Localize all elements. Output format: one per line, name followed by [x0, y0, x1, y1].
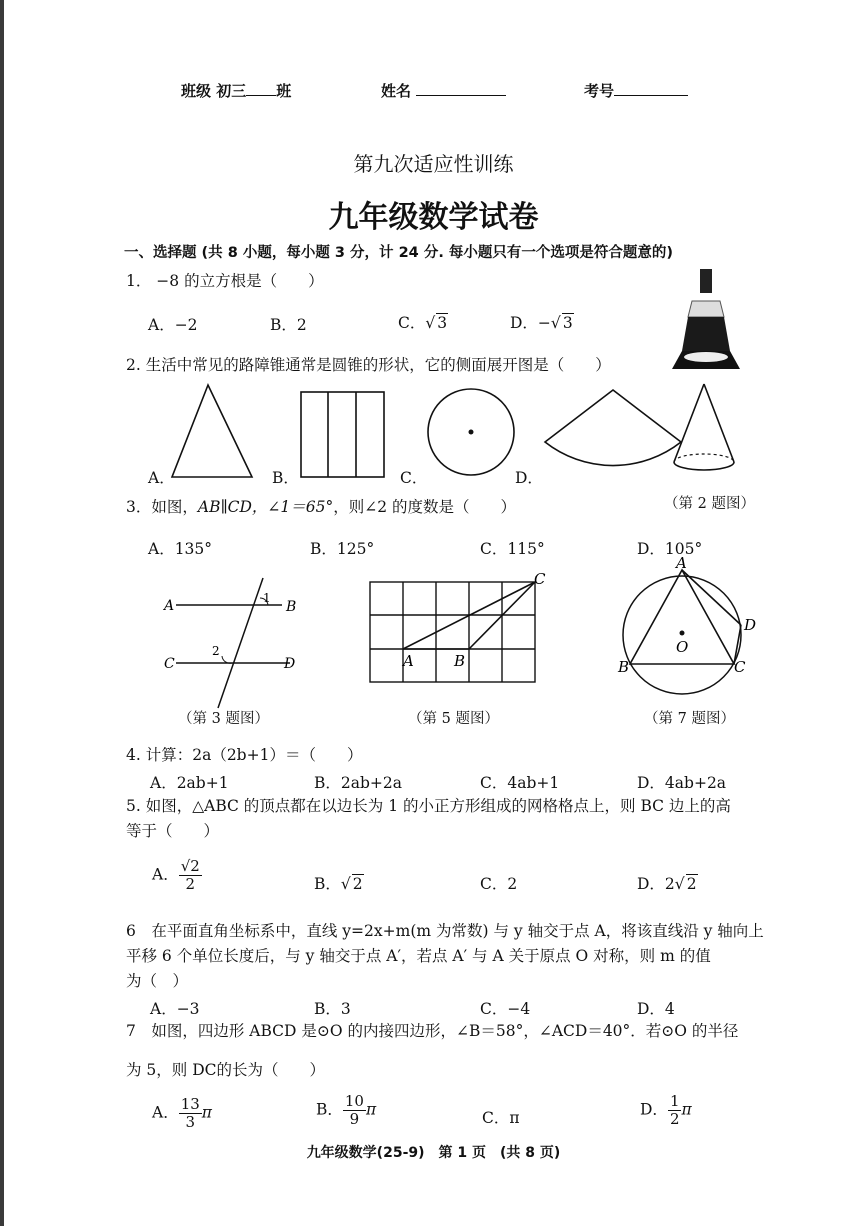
class-label: 班级: [181, 82, 212, 100]
q3-label-1: 1: [263, 591, 271, 605]
q2-sector: [545, 390, 681, 466]
q2-cone: [674, 384, 734, 470]
q5-label-c: C: [534, 570, 546, 588]
q3-figure: [160, 570, 310, 710]
q7-label-o: O: [676, 638, 689, 656]
class-blank[interactable]: [246, 81, 276, 96]
q7-label-c: C: [734, 658, 746, 676]
q2-option-b[interactable]: B．: [272, 469, 299, 487]
q5-label-a: A: [403, 652, 414, 670]
q2-rectangle: [301, 392, 384, 477]
q1-option-b[interactable]: B．2: [270, 316, 307, 334]
exam-number-label: 考号: [584, 82, 615, 100]
q1-option-a[interactable]: A．−2: [148, 316, 198, 334]
q4-option-c[interactable]: C．4ab+1: [480, 774, 560, 792]
q2-option-d[interactable]: D．: [515, 469, 543, 487]
q5-d-value: 2: [686, 875, 697, 893]
q6-option-c[interactable]: C．−4: [480, 1000, 531, 1018]
q4-option-b[interactable]: B．2ab+2a: [314, 774, 403, 792]
q5-a-fraction: [179, 858, 202, 893]
question-6-line-2: 平移 6 个单位长度后，与 y 轴交于点 A′，若点 A′ 与 A 关于原点 O 对称，则 m 的值: [126, 947, 711, 965]
q3-label-2: 2: [212, 644, 220, 658]
q3-label-d: D: [284, 656, 296, 672]
q7-option-a[interactable]: [152, 1096, 212, 1131]
q7-d-fraction: [668, 1093, 682, 1128]
page-edge: [0, 0, 4, 1226]
q2-triangle: [172, 385, 252, 477]
q5-label-b: B: [454, 652, 466, 670]
q1-d-value: 3: [562, 314, 573, 332]
question-5-line-2: 等于（ ）: [126, 822, 220, 840]
q6-option-a[interactable]: A．−3: [150, 1000, 200, 1018]
question-6-line-1: 6 在平面直角坐标系中，直线 y=2x+m(m 为常数) 与 y 轴交于点 A，将该直线沿 y 轴向上: [126, 922, 764, 940]
q7-option-d[interactable]: [640, 1093, 692, 1128]
q5-a-label: A．: [152, 865, 179, 884]
q3-label-a: A: [164, 598, 175, 614]
q7-a-pi: π: [201, 1103, 212, 1122]
q2-figures: [140, 380, 860, 490]
q3-option-d[interactable]: D．105°: [637, 540, 703, 558]
question-2-stem: 2. 生活中常见的路障锥通常是圆锥的形状，它的侧面展开图是（ ）: [126, 356, 611, 374]
exam-subtitle: 第九次适应性训练: [353, 152, 514, 176]
q7-d-pi: π: [681, 1100, 692, 1119]
name-label: 姓名: [381, 82, 412, 100]
q7-figure: [612, 552, 772, 702]
q4-option-a[interactable]: A．2ab+1: [150, 774, 229, 792]
q3-label-b: B: [286, 599, 297, 615]
q5-b-label: B．: [314, 875, 341, 893]
name-blank[interactable]: [416, 81, 506, 96]
q3-label-c: C: [164, 656, 175, 672]
q5-option-a[interactable]: [152, 858, 202, 893]
q7-d-denominator: 2: [669, 1110, 680, 1128]
class-value: 初三: [216, 82, 247, 100]
q5-option-c[interactable]: C．2: [480, 875, 518, 893]
q1-d-label: D．−: [510, 314, 551, 332]
q5-option-b[interactable]: B．√ 2: [314, 875, 363, 893]
q7-b-denominator: 9: [349, 1110, 360, 1128]
q7-d-label: D．: [640, 1100, 668, 1119]
q3-stem-post: ，则∠2 的度数是（ ）: [333, 498, 517, 516]
question-1-stem: 1． −8 的立方根是（ ）: [126, 272, 324, 290]
class-field: [181, 80, 291, 101]
q7-d-numerator: 1: [669, 1092, 680, 1110]
q7-label-b: B: [618, 658, 630, 676]
q5-option-d[interactable]: D．2√ 2: [637, 875, 697, 893]
q7-caption: （第 7 题图）: [644, 711, 735, 727]
name-field: [381, 80, 506, 101]
q5-caption: （第 5 题图）: [408, 711, 499, 727]
question-6-line-3: 为（ ）: [126, 972, 189, 990]
q3-option-c[interactable]: C．115°: [480, 540, 545, 558]
page-footer: 九年级数学(25-9) 第 1 页 (共 8 页): [306, 1145, 561, 1161]
q5-figure: [360, 570, 560, 690]
q1-c-value: 3: [437, 314, 448, 332]
q7-a-denominator: 3: [185, 1113, 196, 1131]
question-5-line-1: 5. 如图，△ABC 的顶点都在以边长为 1 的小正方形组成的网格格点上，则 BC 边上的高: [126, 797, 731, 815]
q3-option-b[interactable]: B．125°: [310, 540, 375, 558]
exam-title: 九年级数学试卷: [328, 200, 539, 235]
q5-a-numerator: √2: [180, 857, 200, 875]
q7-b-fraction: [343, 1093, 366, 1128]
q7-a-label: A．: [152, 1103, 179, 1122]
q1-option-d[interactable]: D．−√ 3: [510, 314, 573, 332]
q7-label-d: D: [744, 616, 757, 634]
q7-label-a: A: [676, 554, 687, 572]
q7-b-label: B．: [316, 1100, 343, 1119]
q7-option-b[interactable]: [316, 1093, 376, 1128]
q3-option-a[interactable]: A．135°: [148, 540, 213, 558]
question-7-line-2: 为 5，则 DC的长为（ ）: [126, 1061, 326, 1079]
exam-number-blank[interactable]: [614, 81, 688, 96]
q5-d-label: D．2: [637, 875, 675, 893]
q7-a-fraction: [179, 1096, 202, 1131]
q7-b-numerator: 10: [344, 1092, 364, 1110]
q3-caption: （第 3 题图）: [178, 711, 269, 727]
exam-number-field: [584, 80, 688, 101]
q6-option-d[interactable]: D．4: [637, 1000, 675, 1018]
question-3-stem: [126, 497, 516, 517]
q2-option-c[interactable]: C．: [400, 469, 428, 487]
q6-option-b[interactable]: B．3: [314, 1000, 351, 1018]
q4-option-d[interactable]: D．4ab+2a: [637, 774, 727, 792]
traffic-cone-image: [670, 265, 742, 377]
question-7-line-1: 7 如图，四边形 ABCD 是⊙O 的内接四边形，∠B＝58°，∠ACD＝40°．若⊙O 的半径: [126, 1022, 739, 1040]
q3-stem-math: AB∥CD，∠1＝65°: [197, 498, 334, 516]
q5-a-denominator: 2: [185, 875, 196, 893]
q7-b-pi: π: [365, 1100, 377, 1119]
section-heading: 一、选择题 (共 8 小题，每小题 3 分，计 24 分. 每小题只有一个选项是符合题意的): [124, 245, 674, 261]
q2-option-a[interactable]: A．: [148, 469, 175, 487]
class-suffix: 班: [276, 82, 292, 100]
q2-caption: （第 2 题图）: [664, 496, 755, 512]
q1-option-c[interactable]: C．√ 3: [398, 314, 448, 332]
q7-option-c[interactable]: C．π: [482, 1109, 520, 1127]
q3-stem-pre: 3．如图，: [126, 498, 198, 516]
question-4-stem: 4. 计算：2a（2b+1）＝（ ）: [126, 746, 363, 764]
q1-c-label: C．: [398, 314, 426, 332]
q5-b-value: 2: [352, 875, 363, 893]
q7-a-numerator: 13: [180, 1095, 200, 1113]
